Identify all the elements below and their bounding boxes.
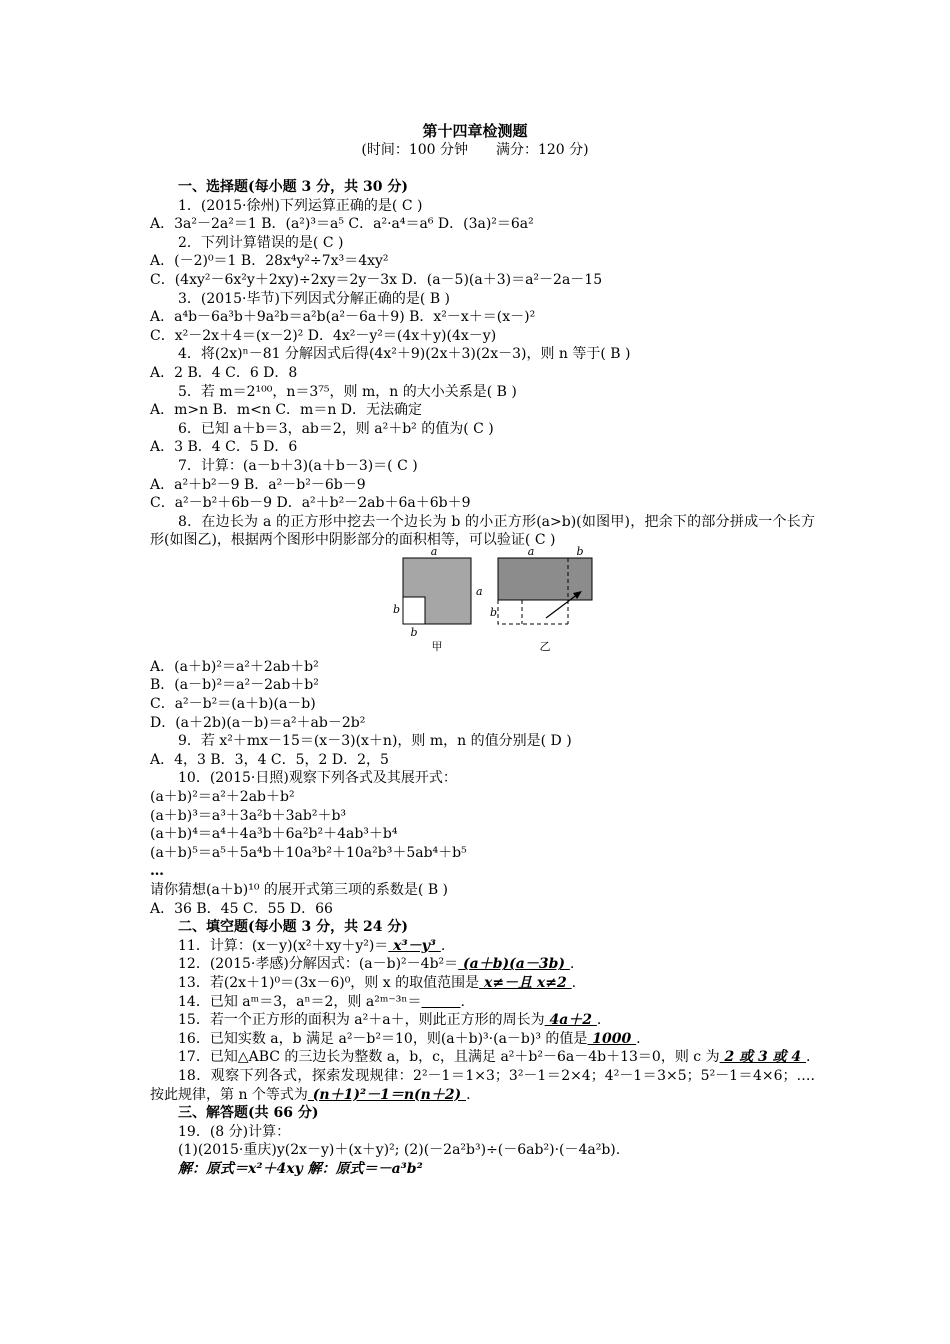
answer-blank: x³－y³ — [388, 937, 441, 954]
question-text: 18．观察下列各式，探索发现规律：2²－1＝1×3；3²－1＝2×4；4²－1＝3×5；5²－1＝4×6；….按此规律，第 n 个等式为 — [150, 1067, 815, 1103]
fig-jia-left-label: b — [393, 602, 401, 616]
question-text: 16．已知实数 a，b 满足 a²－b²＝10，则(a＋b)³·(a－b)³ 的值是 — [178, 1030, 588, 1047]
choice-line: A．a²＋b²－9 B．a²－b²－6b－9 — [150, 476, 366, 493]
question-text: 13．若(2x＋1)⁰＝(3x－6)⁰，则 x 的取值范围是 — [178, 974, 480, 991]
answer-blank — [421, 994, 460, 1010]
question-end: . — [460, 993, 465, 1010]
fig-yi-caption: 乙 — [539, 639, 551, 653]
section-choice-part2 — [150, 658, 815, 937]
choice-line: A．2 B．4 C．6 D．8 — [150, 364, 298, 381]
choice-line: A．(－2)⁰＝1 B．28x⁴y²÷7x³＝4xy² — [150, 253, 389, 270]
fig-jia-small-square — [403, 597, 425, 624]
fig-yi-top-label-a: a — [527, 544, 535, 558]
fig-jia-caption: 甲 — [431, 639, 443, 653]
answer-blank: (n＋1)²－1＝n(n＋2) — [307, 1086, 467, 1103]
fig-yi-top-label-b: b — [576, 544, 584, 558]
question-text: 11．计算：(x－y)(x²＋xy＋y²)＝ — [178, 937, 389, 954]
choice-line: A．3a²－2a²＝1 B．(a²)³＝a⁵ C．a²·a⁴＝a⁶ D．(3a)²＝6a² — [150, 216, 534, 233]
solution-line: 解：原式＝x²＋4xy 解：原式＝－a³b² — [178, 1160, 423, 1177]
question-end: . — [596, 1012, 602, 1029]
question-text: 17．已知△ABC 的三边长为整数 a，b，c，且满足 a²＋b²－6a－4b＋13＝0，则 c 为 — [178, 1049, 720, 1066]
question-18 — [150, 1067, 815, 1104]
question-end: . — [571, 974, 577, 991]
fig-jia-bottom-label: b — [410, 625, 418, 639]
choice-line: (a＋b)³＝a³＋3a²b＋3ab²＋b³ — [150, 807, 347, 824]
document-body — [150, 178, 815, 1179]
choice-line: A．a⁴b－6a³b＋9a²b＝a²b(a²－6a＋9) B．x²－x＋＝(x－)² — [150, 309, 536, 326]
fill-question — [150, 974, 815, 993]
choice-line: 一、选择题(每小题 3 分，共 30 分) — [178, 179, 408, 195]
question-17 — [150, 1048, 815, 1067]
choice-line: C．a²－b²＝(a＋b)(a－b) — [150, 696, 316, 713]
question-end: . — [569, 956, 575, 973]
answer-blank: 2 或 3 或 4 — [719, 1049, 807, 1066]
fill-question — [150, 1030, 815, 1049]
choice-line: 10．(2015·日照)观察下列各式及其展开式： — [178, 770, 457, 787]
solution-line: (1)(2015·重庆)y(2x－y)＋(x＋y)²; (2)(－2a²b³)÷(－6ab²)·(－4a²b). — [178, 1142, 621, 1159]
choice-line: (a＋b)²＝a²＋2ab＋b² — [150, 789, 295, 806]
choice-line: A．m>n B．m<n C．m＝n D．无法确定 — [150, 402, 423, 419]
choice-line: B．(a－b)²＝a²－2ab＋b² — [150, 677, 319, 694]
choice-line: D．(a＋2b)(a－b)＝a²＋ab－2b² — [150, 714, 366, 731]
fig-yi-dashed-outline — [498, 600, 568, 624]
section-solutions — [150, 1104, 815, 1178]
question-text: 14．已知 aᵐ＝3，aⁿ＝2，则 a²ᵐ⁻³ⁿ＝ — [178, 993, 422, 1010]
solution-line: 19．(8 分)计算： — [178, 1123, 291, 1140]
choice-line: A．36 B．45 C．55 D．66 — [150, 900, 333, 917]
question-end: . — [440, 937, 446, 954]
answer-blank: (a＋b)(a－3b) — [458, 956, 570, 973]
solution-line: 三、解答题(共 66 分) — [178, 1105, 319, 1122]
figure-svg — [390, 544, 600, 654]
fill-question — [150, 937, 815, 956]
fig-jia-right-label: a — [476, 584, 483, 598]
fill-question — [150, 1011, 815, 1030]
choice-line: 7．计算：(a－b＋3)(a＋b－3)＝( C ) — [178, 457, 418, 474]
choice-line: A．4，3 B．3，4 C．5，2 D．2，5 — [150, 751, 389, 768]
fill-question — [150, 955, 815, 974]
fill-question — [150, 993, 815, 1012]
choice-line: 6．已知 a＋b＝3，ab＝2，则 a²＋b² 的值为( C ) — [178, 420, 494, 437]
section-choice-part1 — [150, 178, 815, 513]
choice-line: C．x²－2x＋4＝(x－2)² D．4x²－y²＝(4x＋y)(4x－y) — [150, 327, 497, 344]
section-fill-in — [150, 937, 815, 1104]
question-8: 8．在边长为 a 的正方形中挖去一个边长为 b 的小正方形(a>b)(如图甲)，把余下的部分拼成一个长方形(如图乙)，根据两个图形中阴影部分的面积相等，可以验证( C ) — [150, 513, 815, 549]
answer-blank: x≠－且 x≠2 — [479, 974, 572, 991]
question-end: . — [636, 1030, 641, 1047]
question-end: . — [466, 1086, 471, 1103]
page-title: 第十四章检测题 — [422, 122, 528, 140]
choice-line: … — [150, 863, 164, 880]
choice-line: 5．若 m＝2¹⁰⁰，n＝3⁷⁵，则 m，n 的大小关系是( B ) — [178, 383, 517, 400]
fig-yi-left-label: b — [490, 605, 498, 619]
choice-line: 2．下列计算错误的是( C ) — [178, 234, 344, 251]
choice-line: (a＋b)⁵＝a⁵＋5a⁴b＋10a³b²＋10a²b³＋5ab⁴＋b⁵ — [150, 844, 467, 861]
choice-line: 4．将(2x)ⁿ－81 分解因式后得(4x²＋9)(2x＋3)(2x－3)，则 n 等于( B ) — [178, 346, 631, 363]
choice-line: C．a²－b²＋6b－9 D．a²＋b²－2ab＋6a＋6b＋9 — [150, 495, 471, 512]
square-figure — [150, 544, 815, 654]
choice-line: 二、填空题(每小题 3 分，共 24 分) — [178, 919, 408, 936]
choice-line: A．(a＋b)²＝a²＋2ab＋b² — [150, 658, 319, 675]
fig-jia-top-label: a — [430, 544, 438, 558]
choice-line: 请你猜想(a＋b)¹⁰ 的展开式第三项的系数是( B ) — [150, 882, 449, 898]
choice-line: (a＋b)⁴＝a⁴＋4a³b＋6a²b²＋4ab³＋b⁴ — [150, 826, 398, 843]
question-text: 15．若一个正方形的面积为 a²＋a＋，则此正方形的周长为 — [178, 1012, 545, 1029]
question-text: 12．(2015·孝感)分解因式：(a－b)²－4b²＝ — [178, 956, 459, 973]
answer-blank: 1000 — [587, 1030, 637, 1047]
page-subtitle: (时间：100 分钟 满分：120 分) — [361, 142, 589, 158]
choice-line: 3．(2015·毕节)下列因式分解正确的是( B ) — [178, 290, 451, 307]
answer-blank: 4a＋2 — [544, 1012, 597, 1029]
choice-line: 1．(2015·徐州)下列运算正确的是( C ) — [178, 197, 423, 214]
choice-line: C．(4xy²－6x²y＋2xy)÷2xy＝2y－3x D．(a－5)(a＋3)＝a²－2a－15 — [150, 271, 603, 288]
question-end: . — [806, 1049, 811, 1066]
choice-line: 9．若 x²＋mx－15＝(x－3)(x＋n)，则 m，n 的值分别是( D ) — [178, 733, 572, 750]
choice-line: A．3 B．4 C．5 D．6 — [150, 439, 298, 456]
